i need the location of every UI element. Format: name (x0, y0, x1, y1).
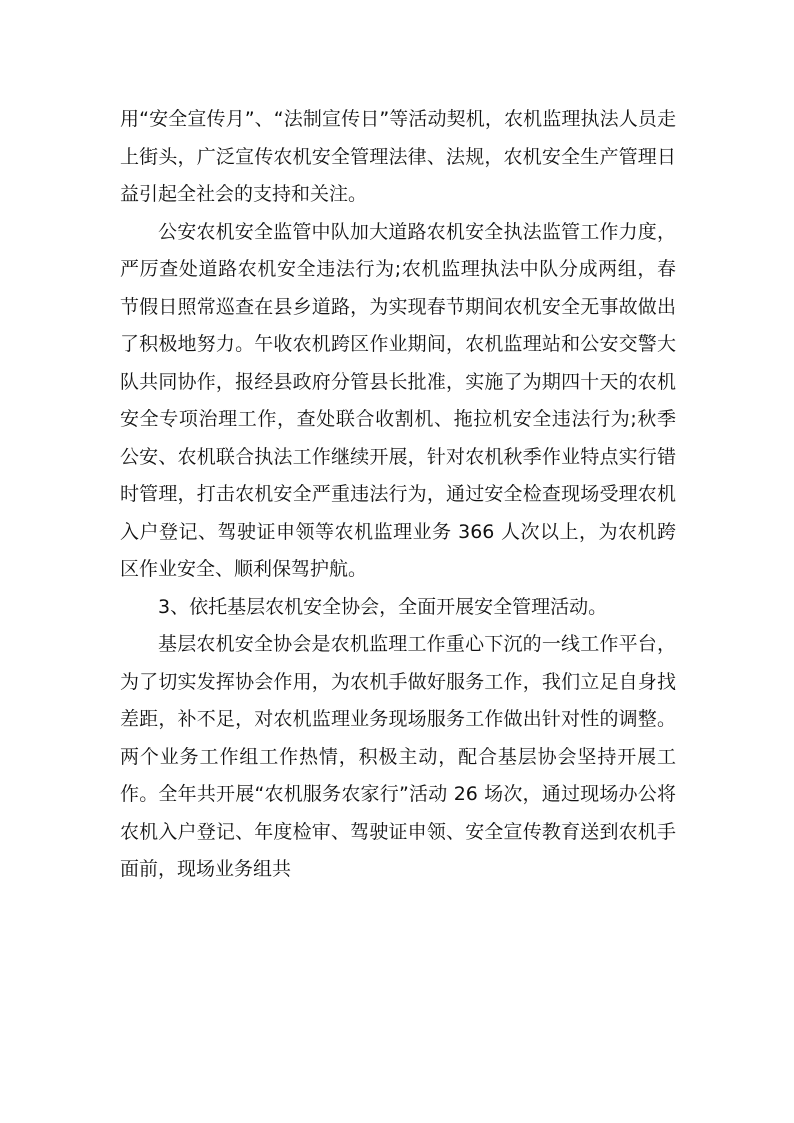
paragraph-safety-publicity: 用“安全宣传月”、“法制宣传日”等活动契机，农机监理执法人员走上街头，广泛宣传农机安全管理法律、法规，农机安全生产管理日益引起全社会的支持和关注。 (120, 108, 676, 205)
section-heading-grassroots-association: 3、依托基层农机安全协会，全面开展安全管理活动。 (158, 595, 608, 618)
paragraph-grassroots-association: 基层农机安全协会是农机监理工作重心下沉的一线工作平台，为了切实发挥协会作用，为农机手做好服务工作，我们立足自身找差距，补不足，对农机监理业务现场服务工作做出针对性的调整。两个业务工作组工作热情，积极主动，配合基层协会坚持开展工作。全年共开展“农机服务农家行”活动 26 场次，通过现场办公将农机入户登记、年度检审、驾驶证申领、安全宣传教育送到农机手面前，现场业务组共 (120, 633, 676, 880)
paragraph-law-enforcement: 公安农机安全监管中队加大道路农机安全执法监管工作力度，严厉查处道路农机安全违法行为;农机监理执法中队分成两组，春节假日照常巡查在县乡道路，为实现春节期间农机安全无事故做出了积极地努力。午收农机跨区作业期间，农机监理站和公安交警大队共同协作，报经县政府分管县长批准，实施了为期四十天的农机安全专项治理工作，查处联合收割机、拖拉机安全违法行为;秋季公安、农机联合执法工作继续开展，针对农机秋季作业特点实行错时管理，打击农机安全严重违法行为，通过安全检查现场受理农机入户登记、驾驶证申领等农机监理业务 366 人次以上，为农机跨区作业安全、顺利保驾护航。 (120, 220, 676, 580)
document-body (120, 101, 676, 889)
